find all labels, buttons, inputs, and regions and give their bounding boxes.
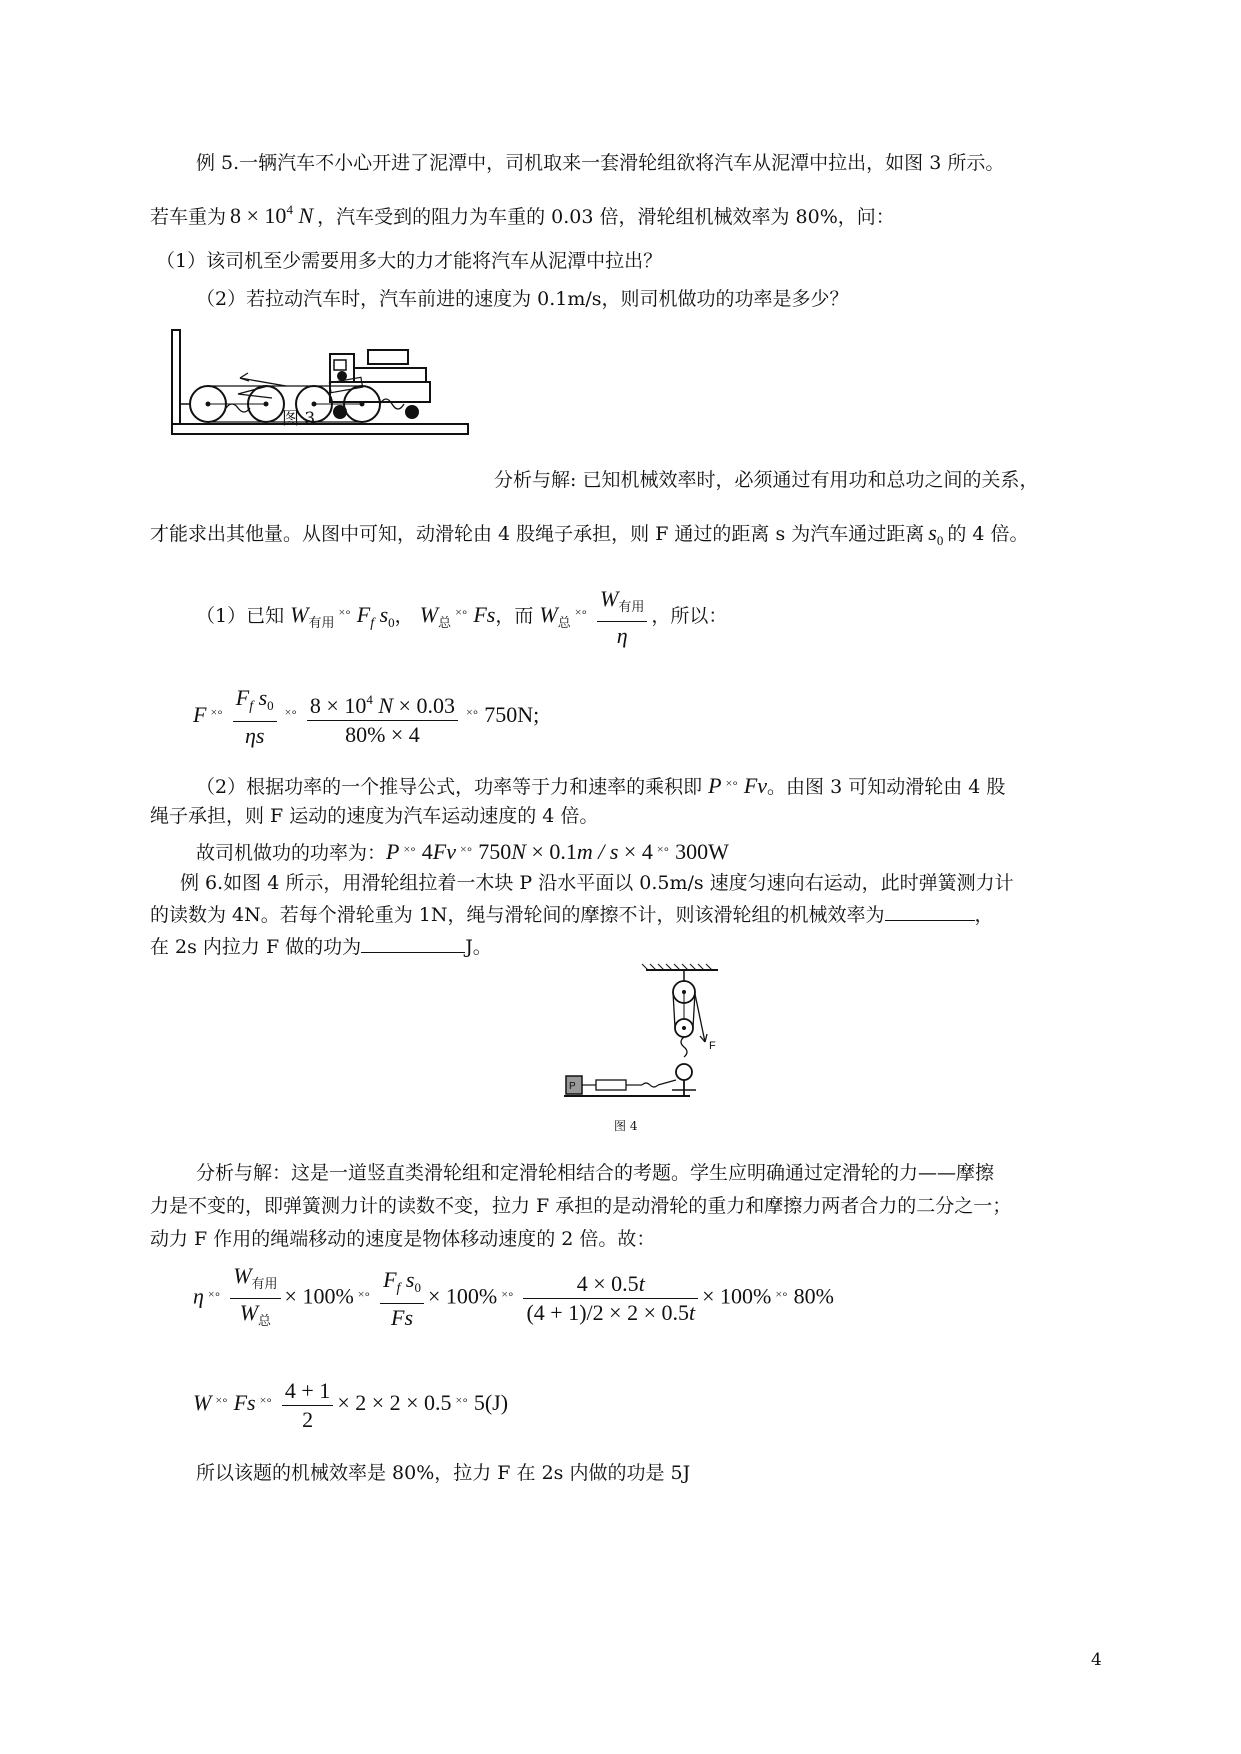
ex5-question-2: （2）若拉动汽车时，汽车前进的速度为 0.1m/s，则司机做功的功率是多少？ [196,288,849,310]
ex5-analysis-line1: 分析与解: 已知机械效率时，必须通过有用功和总功之间的关系， [494,469,1039,491]
ex6-conclusion: 所以该题的机械效率是 80%，拉力 F 在 2s 内做的功是 5J [196,1462,691,1484]
ex5-step1: （1）已知 $W_{有用}^{\times\circ}$ $F_f$ $s_0$， $W_总^{\times\circ}$ Fs，而 $W_总^{\times\circ}$ $\frac{W_{有用}}{\eta}$ ，所以： [196,585,728,648]
ex5-step2-line2: 绳子承担，则 F 运动的速度为汽车运动速度的 4 倍。 [150,805,599,827]
figure-4-caption: 图 4 [614,1119,638,1133]
ex6-analysis-line3: 动力 F 作用的绳端移动的速度是物体移动速度的 2 倍。故： [150,1228,656,1250]
page-number: 4 [1091,1650,1102,1670]
answer-blank-work[interactable] [361,952,465,953]
figure-4-label-p: P [569,1081,576,1092]
ex6-line2: 的读数为 4N。若每个滑轮重为 1N，绳与滑轮间的摩擦不计，则该滑轮组的机械效率为 ， [150,904,994,926]
ex5-step2-line1: （2）根据功率的一个推导公式，功率等于力和速率的乘积即 P ×∘ Fv。由图 3 可知动滑轮由 4 股 [196,773,1006,798]
ex5-line1: 例 5.一辆汽车不小心开进了泥潭中，司机取来一套滑轮组欲将汽车从泥潭中拉出，如图 3 所示。 [196,152,1005,174]
ex5-line2: 若车重为 $8 \times 10^4$ N ，汽车受到的阻力为车重的 0.03 倍，滑轮组机械效率为 80%，问： [150,202,895,228]
ex5-force-formula: F ×∘ $\frac{F_f s_0}{\eta s}$ ×∘ $\frac{8 \times 10^4 N \times 0.03}{80\% \times 4}$ ×∘ 750N; [193,685,540,748]
ex5-analysis-line2: 才能求出其他量。从图中可知，动滑轮由 4 股绳子承担，则 F 通过的距离 s 为汽车通过距离 $s_0$ 的 4 倍。 [150,520,1029,548]
ex6-analysis-line2: 力是不变的，即弹簧测力计的读数不变，拉力 F 承担的是动滑轮的重力和摩擦力两者合力的二分之一； [150,1195,1012,1217]
answer-blank-efficiency[interactable] [885,920,975,921]
figure-3-pulley-car [168,328,478,440]
ex6-line3: 在 2s 内拉力 F 做的功为 J。 [150,936,492,958]
figure-4-label-f: F [709,1040,716,1052]
ex5-question-1: （1）该司机至少需要用多大的力才能将汽车从泥潭中拉出？ [156,250,663,272]
ex5-power-line: 故司机做功的功率为：P ×∘ 4Fv ×∘ 750N × 0.1m / s × 4 ×∘ 300W [196,839,729,864]
ex6-efficiency-formula: η ×∘ $\frac{W_{有用}}{W_总}$ × 100% ×∘ $\frac{F_f s_0}{Fs}$ × 100% ×∘ $\frac{4 \times 0.5t}{(4 + 1)/2 \times 2 \times 0.5t}$ × 100% ×∘ 80% [193,1263,834,1330]
ex6-analysis-line1: 分析与解：这是一道竖直类滑轮组和定滑轮相结合的考题。学生应明确通过定滑轮的力——摩擦 [196,1162,995,1184]
ex6-work-formula: W ×∘ Fs ×∘ $\frac{4 + 1}{2}$ × 2 × 2 × 0.5 ×∘ 5(J) [193,1377,509,1432]
figure-4-pulley-block [560,962,730,1112]
figure-3-caption: 图 3 [282,409,316,429]
ex6-line1: 例 6.如图 4 所示，用滑轮组拉着一木块 P 沿水平面以 0.5m/s 速度匀速向右运动，此时弹簧测力计 [180,872,1014,894]
